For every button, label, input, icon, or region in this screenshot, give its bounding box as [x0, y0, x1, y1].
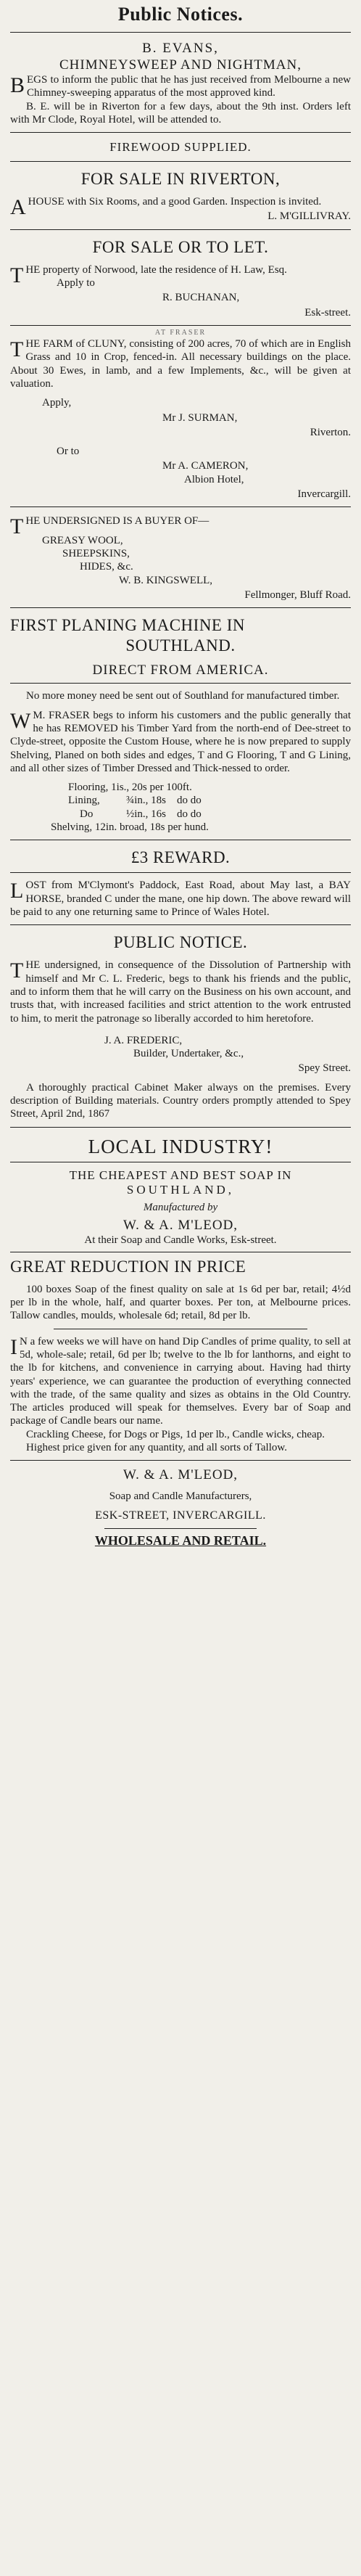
ad-soap-firm-2: W. & A. M'LEOD,: [123, 1467, 238, 1483]
ad-planing-intro: No more money need be sent out of Southland for manufactured timber.: [26, 690, 340, 702]
ad-riverton-heading: FOR SALE IN RIVERTON,: [80, 169, 281, 188]
ad-soap: [10, 1135, 351, 1550]
ad-soap-candles: IN a few weeks we will have on hand Dip Candles of prime quality, to sell at 5d, whole-sale; retail, 6d per lb; twelve to the lb for lanthorns, and eight to the lb for kitchens, and convenience in carrying about. Having had thirty years' experience, we can guarantee the production of everything connected with the trade, of the same quality and sizes as obtains in the Old Country. The articles produced will speak for themselves. Every bar of Soap and package of Candle bears our name.: [10, 1334, 351, 1427]
ad-planing: [10, 615, 351, 834]
price-value: ½in., 16s: [126, 808, 167, 820]
ad-planing-body: WM. FRASER begs to inform his customers and the public generally that he has REMOVED his Timber Yard from the north-end of Dee-street to Clyde-street, opposite the Custom House, where he is now prepared to supply Shelving, Planed on both sides and edges, T and G Flooring, T and G Lining, and all other sizes of Timber Dressed and Thick-nessed to order.: [10, 708, 351, 774]
ad-norwood: [10, 237, 351, 319]
ad-reward: [10, 848, 351, 919]
ad-evans-name: B. EVANS,: [142, 40, 219, 56]
ad-kingswell-item: HIDES, &c.: [80, 561, 133, 573]
ad-reward-heading: £3 REWARD.: [130, 848, 231, 867]
ad-notice-heading: PUBLIC NOTICE.: [113, 933, 248, 952]
price-label: Do: [80, 808, 94, 820]
ad-reward-body: LOST from M'Clymont's Paddock, East Road, about May last, a BAY HORSE, branded C under the mane, one hip down. The above reward will be paid to any one returning same to Prince of Wales Hotel.: [10, 879, 351, 918]
ad-cluny-agent2-place: Albion Hotel,: [184, 473, 244, 485]
ad-norwood-heading: FOR SALE OR TO LET.: [92, 237, 269, 256]
ad-planing-price-flooring: Flooring, 1is., 20s per 100ft.: [68, 782, 192, 794]
ad-planing-heading-2: SOUTHLAND.: [125, 636, 236, 655]
ad-kingswell-address: Fellmonger, Bluff Road.: [244, 588, 351, 601]
ad-kingswell-item: SHEEPSKINS,: [62, 547, 130, 559]
ad-notice-address: Spey Street.: [298, 1062, 351, 1075]
price-ditto: do do: [177, 808, 202, 820]
divider: [10, 32, 351, 33]
divider: [10, 1460, 351, 1461]
ad-soap-footer: WHOLESALE AND RETAIL.: [94, 1533, 267, 1549]
ad-firewood: FIREWOOD SUPPLIED.: [109, 140, 252, 155]
ad-cluny-agent2: Mr A. CAMERON,: [162, 460, 249, 472]
ad-soap-tallow: Highest price given for any quantity, and all sorts of Tallow.: [26, 1442, 287, 1454]
ad-notice-trade: Builder, Undertaker, &c.,: [133, 1048, 244, 1060]
ad-norwood-body: THE property of Norwood, late the residence of H. Law, Esq.: [10, 263, 287, 287]
ad-notice-signature: J. A. FREDERIC,: [104, 1034, 183, 1046]
divider: [10, 1127, 351, 1128]
divider: [10, 607, 351, 608]
price-ditto: do do: [177, 795, 202, 807]
ad-soap-firm: W. & A. M'LEOD,: [123, 1218, 238, 1234]
ad-cluny-apply: Apply,: [42, 397, 72, 409]
ad-soap-reduction: GREAT REDUCTION IN PRICE: [10, 1257, 246, 1276]
ad-cluny-agent1: Mr J. SURMAN,: [162, 411, 238, 424]
ad-riverton: [10, 169, 351, 223]
ad-cluny: [10, 329, 351, 501]
ad-planing-sub: DIRECT FROM AMERICA.: [92, 663, 269, 678]
divider: [10, 229, 351, 230]
ad-riverton-signature: L. M'GILLIVRAY.: [267, 210, 351, 223]
ad-kingswell: [10, 514, 351, 602]
ad-cluny-body: THE FARM of CLUNY, consisting of 200 acres, 70 of which are in English Grass and 10 in Crop, fenced-in. All necessary buildings on the place. About 30 Ewes, in lamb, and a few Implements, &c., will be given at valuation.: [10, 337, 351, 390]
ad-kingswell-item: GREASY WOOL,: [42, 534, 123, 546]
ad-soap-cheese: Crackling Cheese, for Dogs or Pigs, 1d per lb., Candle wicks, cheap.: [26, 1428, 325, 1440]
ad-soap-sub-2: SOUTHLAND,: [126, 1183, 235, 1197]
divider: [10, 325, 351, 326]
divider: [10, 683, 351, 684]
ad-norwood-apply: Apply to: [57, 276, 95, 289]
ad-public-notice: [10, 932, 351, 1120]
divider: [10, 924, 351, 925]
divider: [10, 161, 351, 162]
masthead: Public Notices.: [117, 4, 244, 25]
ad-soap-heading: LOCAL INDUSTRY!: [88, 1135, 273, 1157]
ad-soap-trade: Soap and Candle Manufacturers,: [109, 1490, 252, 1502]
divider: [104, 1528, 257, 1529]
ad-evans-trade: CHIMNEYSWEEP AND NIGHTMAN,: [59, 57, 302, 73]
ad-soap-address: ESK-STREET, INVERCARGILL.: [95, 1509, 266, 1522]
ad-soap-works: At their Soap and Candle Works, Esk-street.: [84, 1234, 277, 1247]
ad-evans: [10, 40, 351, 127]
ad-notice-body: THE undersigned, in consequence of the Dissolution of Partnership with himself and Mr C. L. Frederic, begs to thank his friends and the public, and to inform them that he will carry on the Business on his own account, and trusts that, with increased facilities and strict attention to the work entrusted to him, to merit the patronage so liberally accorded to him heretofore.: [10, 959, 351, 1025]
ad-cluny-or-to: Or to: [57, 446, 80, 458]
ad-soap-manufactured-by: Manufactured by: [143, 1201, 218, 1213]
price-label: Lining,: [68, 795, 100, 807]
ad-cluny-header: AT FRASER: [154, 328, 207, 337]
divider: [10, 872, 351, 873]
ad-soap-sub: THE CHEAPEST AND BEST SOAP IN: [69, 1168, 292, 1182]
ad-planing-heading: FIRST PLANING MACHINE IN: [10, 616, 246, 635]
ad-planing-price-shelving: Shelving, 12in. broad, 18s per hund.: [51, 821, 209, 834]
ad-norwood-address: Esk-street.: [304, 306, 351, 319]
divider: [10, 506, 351, 507]
ad-kingswell-signature: W. B. KINGSWELL,: [119, 574, 213, 586]
ad-kingswell-intro: THE UNDERSIGNED IS A BUYER OF—: [10, 514, 209, 539]
ad-cluny-agent1-place: Riverton.: [310, 426, 351, 438]
ad-soap-prices: 100 boxes Soap of the finest quality on sale at 1s 6d per bar, retail; 4½d per lb in the whole, half, and quarter boxes. Per ton, at Melbourne prices. Tallow candles, moulds, wholesale 6d; retail, 8d per lb.: [10, 1283, 351, 1322]
ad-evans-body: BEGS to inform the public that he has just received from Melbourne a new Chimney-sweeping apparatus of the most approved kind.: [10, 73, 351, 99]
ad-planing-price-lining: [10, 794, 351, 807]
ad-planing-price-do: [10, 808, 351, 821]
ad-notice-postscript: A thoroughly practical Cabinet Maker always on the premises. Every description of Building materials. Country orders promptly attended to Spey Street, April 2nd, 1867: [10, 1081, 351, 1120]
ad-cluny-agent2-town: Invercargill.: [297, 488, 351, 501]
ad-riverton-body: AHOUSE with Six Rooms, and a good Garden. Inspection is invited.: [10, 195, 322, 220]
ad-norwood-signature: R. BUCHANAN,: [162, 292, 240, 304]
ad-evans-note: B. E. will be in Riverton for a few days, about the 9th inst. Orders left with Mr Clode, Royal Hotel, will be attended to.: [10, 100, 351, 126]
divider: [10, 132, 351, 133]
price-value: ¾in., 18s: [126, 795, 167, 807]
